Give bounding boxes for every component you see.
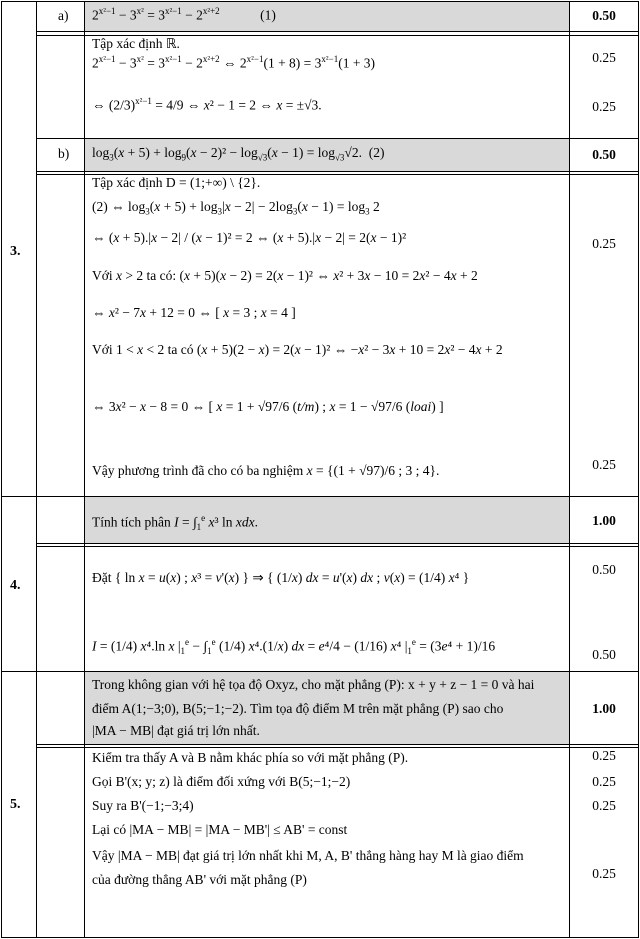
- score-3a-1: 0.25: [592, 50, 616, 65]
- sub-label-b: b): [58, 146, 70, 161]
- score-4: 1.00: [592, 513, 616, 528]
- score-3b-1: 0.25: [592, 236, 616, 251]
- line-3b-6: Với 1 < x < 2 ta có (x + 5)(2 − x) = 2(x − 1)² ⇔ −x² − 3x + 10 = 2x² − 4x + 2: [92, 342, 503, 357]
- question-5-line-2: điểm A(1;−3;0), B(5;−1;−2). Tìm tọa độ điểm M trên mặt phẳng (P) sao cho: [92, 701, 504, 716]
- question-5-line-1: Trong không gian với hệ tọa độ Oxyz, cho mặt phẳng (P): x + y + z − 1 = 0 và hai: [92, 677, 535, 692]
- line-3b-3: ⇔ (x + 5).|x − 2| / (x − 1)² = 2 ⇔ (x + 5).|x − 2| = 2(x − 1)²: [92, 230, 407, 245]
- line-3a-3: ⇔ $(2/3)^{x^2-1} = 4/9$ ⇔ x² − 1 = 2 ⇔ x = ±√3.: [92, 96, 322, 113]
- score-3b: 0.50: [592, 147, 616, 162]
- line-4-1: Đặt { ln x = u(x) ; x³ = v'(x) } ⇒ { (1/x) dx = u'(x) dx ; v(x) = (1/4) x⁴ }: [92, 570, 470, 585]
- score-5-2: 0.25: [592, 774, 616, 789]
- section-number-5: 5.: [10, 797, 21, 812]
- line-3a-2: $2^{x^2-1} - 3^{x^2} = 3^{x^2-1} - 2^{x^2+2}$ ⇔ $2^{x^2-1}(1 + 8) = 3^{x^2-1}(1 + 3)$: [92, 54, 376, 71]
- line-5-5: Vậy |MA − MB| đạt giá trị lớn nhất khi M, A, B' thẳng hàng hay M là giao điểm: [92, 848, 524, 863]
- score-5-3: 0.25: [592, 798, 616, 813]
- question-3b: $\log_3(x + 5) + \log_9(x - 2)^2 - \log_{√3}(x - 1) = \log_{√3}√2$. (2): [92, 145, 385, 163]
- line-3b-7: ⇔ 3x² − x − 8 = 0 ⇔ [ x = 1 + √97/6 (t/m) ; x = 1 − √97/6 (loai) ]: [92, 399, 444, 414]
- score-4-1: 0.50: [592, 562, 616, 577]
- line-3b-2: (2) ⇔ $\log_3(x + 5) + \log_3|x - 2| - 2\log_3(x - 1) = \log_3 2$: [92, 199, 380, 217]
- line-3b-4: Với x > 2 ta có: (x + 5)(x − 2) = 2(x − 1)² ⇔ x² + 3x − 10 = 2x² − 4x + 2: [92, 268, 478, 283]
- sub-label-a: a): [58, 8, 69, 23]
- section-number-4: 4.: [10, 578, 21, 593]
- question-5-line-3: |MA − MB| đạt giá trị lớn nhất.: [92, 723, 260, 738]
- question-3a: $2^{x^2-1} - 3^{x^2} = 3^{x^2-1} - 2^{x^2+2}$ (1): [92, 6, 276, 23]
- score-3a: 0.50: [592, 8, 616, 23]
- line-5-2: Gọi B'(x; y; z) là điểm đối xứng với B(5;−1;−2): [92, 774, 351, 789]
- line-5-4: Lại có |MA − MB| = |MA − MB'| ≤ AB' = const: [92, 822, 348, 837]
- line-3b-8: Vậy phương trình đã cho có ba nghiệm x = {(1 + √97)/6 ; 3 ; 4}.: [92, 463, 440, 478]
- line-5-6: của đường thẳng AB' với mặt phẳng (P): [92, 872, 307, 887]
- score-3a-2: 0.25: [592, 99, 616, 114]
- question-4: Tính tích phân $I = \int_1^e$ x³ ln xdx.: [92, 513, 258, 533]
- line-3b-1: Tập xác định D = (1;+∞) \ {2}.: [92, 175, 261, 190]
- line-4-2: I = (1/4) x⁴.ln x $|_1^e - \int_1^e$ (1/4) x⁴.(1/x) dx = e⁴/4 − (1/16) x⁴ $|_1^e = (3e^4 + 1)/16$: [92, 637, 496, 657]
- line-3a-1: Tập xác định ℝ.: [92, 36, 180, 51]
- score-5-1: 0.25: [592, 748, 616, 763]
- score-5-4: 0.25: [592, 866, 616, 881]
- line-5-1: Kiểm tra thấy A và B nằm khác phía so với mặt phẳng (P).: [92, 750, 409, 765]
- score-5: 1.00: [592, 701, 616, 716]
- line-5-3: Suy ra B'(−1;−3;4): [92, 798, 194, 813]
- score-4-2: 0.50: [592, 647, 616, 662]
- line-3b-5: ⇔ x² − 7x + 12 = 0 ⇔ [ x = 3 ; x = 4 ]: [92, 305, 296, 320]
- score-3b-2: 0.25: [592, 457, 616, 472]
- section-number-3: 3.: [10, 244, 21, 259]
